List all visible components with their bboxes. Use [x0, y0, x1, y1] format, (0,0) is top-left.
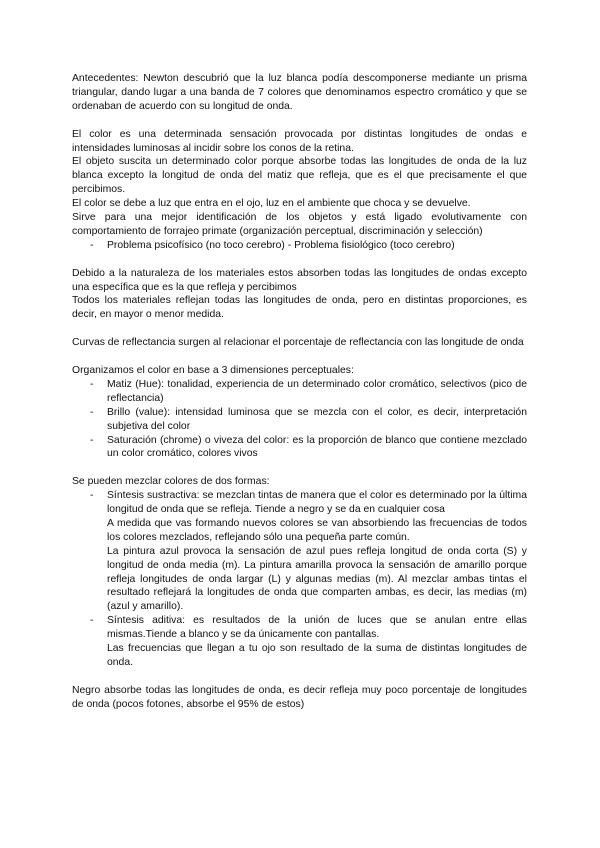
subtractive-detail-1: A medida que vas formando nuevos colores se van absorbiendo las frecuencias de todos los colores mezclados, reflejando sólo una pequeña parte común. [107, 517, 527, 543]
list-item-hue: - Matiz (Hue): tonalidad, experiencia de un determinado color cromático, selectivos (pico de reflectancia) [107, 378, 527, 406]
paragraph-black: Negro absorbe todas las longitudes de onda, es decir refleja muy poco porcentaje de longitudes de onda (pocos fotones, absorbe el 95% de estos) [72, 684, 527, 710]
paragraph-materials-reflect: Todos los materiales reflejan todas las longitudes de onda, pero en distintas proporciones, es decir, en mayor o menor medida. [72, 295, 527, 321]
list-item-value: - Brillo (value): intensidad luminosa que se mezcla con el color, es decir, interpretación subjetiva del color [107, 406, 527, 434]
paragraph-color-definition: El color es una determinada sensación provocada por distintas longitudes de ondas e intensidades luminosas al incidir sobre los conos de la retina. [72, 128, 527, 154]
paragraph-mixing-intro: Se pueden mezclar colores de dos formas: [72, 476, 270, 488]
dimensions-list [72, 378, 527, 461]
problem-list [72, 239, 527, 253]
list-item-subtractive [107, 489, 527, 614]
additive-detail-1: Las frecuencias que llegan a tu ojo son resultado de la suma de distintas longitudes de onda. [107, 643, 527, 668]
paragraph-materials: Debido a la naturaleza de los materiales estos absorben todas las longitudes de ondas excepto una específica que es la que refleja y percibimos [72, 267, 527, 293]
subtractive-main: - Síntesis sustractiva: se mezclan tintas de manera que el color es determinado por la última longitud de onda que se refleja. Tiende a negro y se da en cualquier cosa [107, 490, 527, 516]
paragraph-object-color: El objeto suscita un determinado color porque absorbe todas las longitudes de onda de la luz blanca excepto la longitud de onda del matiz que refleja, que es el que precisamente el que percibimos. [72, 156, 527, 196]
list-item-saturation: - Saturación (chrome) o viveza del color: es la proporción de blanco que contiene mezclado un color cromático, colores vivos [107, 434, 527, 462]
paragraph-antecedentes: Antecedentes: Newton descubrió que la luz blanca podía descomponerse mediante un prisma triangular, dando lugar a una banda de 7 colores que denominamos espectro cromático y que se ordenaban de acuerdo con su longitud de onda. [72, 73, 527, 112]
additive-main: - Síntesis aditiva: es resultados de la unión de luces que se anulan entre ellas mismas.Tiende a blanco y se da únicamente con pantallas. [107, 615, 527, 641]
paragraph-dimensions-intro: Organizamos el color en base a 3 dimensiones perceptuales: [72, 364, 354, 376]
subtractive-detail-2: La pintura azul provoca la sensación de azul pues refleja longitud de onda corta (S) y longitud de onda media (m). La pintura amarilla provoca la sensación de amarillo porque refleja longitudes de onda largar (L) y algunas medias (m). Al mezclar ambas tintas el resultado reflejará la longitudes de onda que comparten ambas, es decir, las medias (m) (azul y amarillo). [107, 545, 527, 613]
paragraph-light-eye: El color se debe a luz que entra en el ojo, luz en el ambiente que choca y se devuelve. [72, 198, 471, 210]
list-item-additive [107, 614, 527, 670]
list-item-problem: - Problema psicofísico (no toco cerebro) - Problema fisiológico (toco cerebro) [107, 239, 527, 253]
paragraph-identification: Sirve para una mejor identificación de los objetos y está ligado evolutivamente con comportamiento de forrajeo primate (organización perceptual, discriminación y selección) [72, 212, 527, 237]
paragraph-reflectance-curves: Curvas de reflectancia surgen al relacionar el porcentaje de reflectancia con las longitude de onda [72, 337, 524, 349]
mixing-list [72, 489, 527, 670]
